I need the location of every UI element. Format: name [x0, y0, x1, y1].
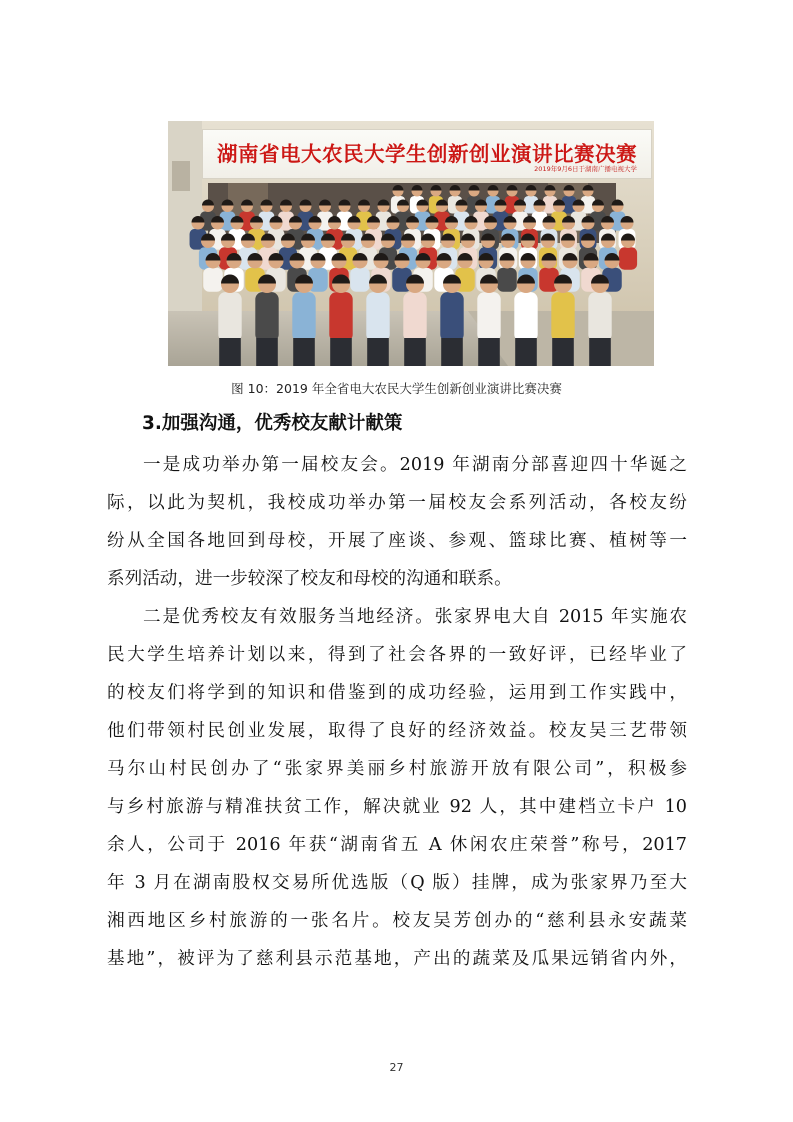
person-body [366, 292, 389, 342]
person-body [551, 292, 574, 342]
person-legs [552, 338, 574, 366]
person-body [477, 292, 500, 342]
group-photo [168, 121, 654, 366]
person-legs [293, 338, 315, 366]
person-body [350, 268, 370, 292]
paragraph-line: 民大学生培养计划以来，得到了社会各界的一致好评，已经毕业了 [107, 645, 687, 665]
paragraph-line: 他们带领村民创业发展，取得了良好的经济效益。校友吴三艺带领 [107, 721, 687, 741]
person-legs [478, 338, 500, 366]
person-body [292, 292, 315, 342]
photo-banner [202, 129, 652, 179]
paragraph-line: 纷从全国各地回到母校，开展了座谈、参观、篮球比赛、植树等一 [107, 531, 687, 551]
paragraph-line: 际，以此为契机，我校成功举办第一届校友会系列活动，各校友纷 [107, 493, 687, 513]
section-heading: 3.加强沟通，优秀校友献计献策 [142, 413, 403, 434]
page-number: 27 [389, 1061, 404, 1074]
person-legs [441, 338, 463, 366]
person-body [514, 292, 537, 342]
banner-title: 湖南省电大农民大学生创新创业演讲比赛决赛 [217, 142, 637, 166]
paragraph-line: 的校友们将学到的知识和借鉴到的成功经验，运用到工作实践中， [107, 683, 687, 703]
person-body [619, 247, 637, 269]
paragraph-line: 余人，公司于 2016 年获“湖南省五 A 休闲农庄荣誉”称号，2017 [107, 835, 687, 855]
person-legs [219, 338, 241, 366]
person-body [203, 268, 223, 292]
person-body [329, 292, 352, 342]
person-body [588, 292, 611, 342]
figure-caption: 图 10：2019 年全省电大农民大学生创新创业演讲比赛决赛 [231, 381, 562, 396]
person-legs [330, 338, 352, 366]
person-legs [404, 338, 426, 366]
paragraph-line: 与乡村旅游与精准扶贫工作，解决就业 92 人，其中建档立卡户 10 [107, 797, 687, 817]
paragraph-line: 马尔山村民创办了“张家界美丽乡村旅游开放有限公司”，积极参 [107, 759, 687, 779]
paragraph-line: 湘西地区乡村旅游的一张名片。校友吴芳创办的“慈利县永安蔬菜 [107, 911, 687, 931]
paragraph-line: 系列活动，进一步较深了校友和母校的沟通和联系。 [107, 569, 512, 589]
paragraph-line: 基地”，被评为了慈利县示范基地，产出的蔬菜及瓜果远销省内外， [107, 949, 687, 969]
person-body [255, 292, 278, 342]
person-body [218, 292, 241, 342]
person-legs [589, 338, 611, 366]
paragraph-line: 二是优秀校友有效服务当地经济。张家界电大自 2015 年实施农 [143, 607, 687, 627]
person-body [403, 292, 426, 342]
banner-subtitle: 2019年9月6日于湖南广播电视大学 [534, 165, 637, 173]
person-legs [367, 338, 389, 366]
person-body [440, 292, 463, 342]
paragraph-line: 年 3 月在湖南股权交易所优选版（Q 版）挂牌，成为张家界乃至大 [107, 873, 687, 893]
person-body [497, 268, 517, 292]
person-legs [256, 338, 278, 366]
person-legs [515, 338, 537, 366]
paragraph-line: 一是成功举办第一届校友会。2019 年湖南分部喜迎四十华诞之 [143, 455, 687, 475]
